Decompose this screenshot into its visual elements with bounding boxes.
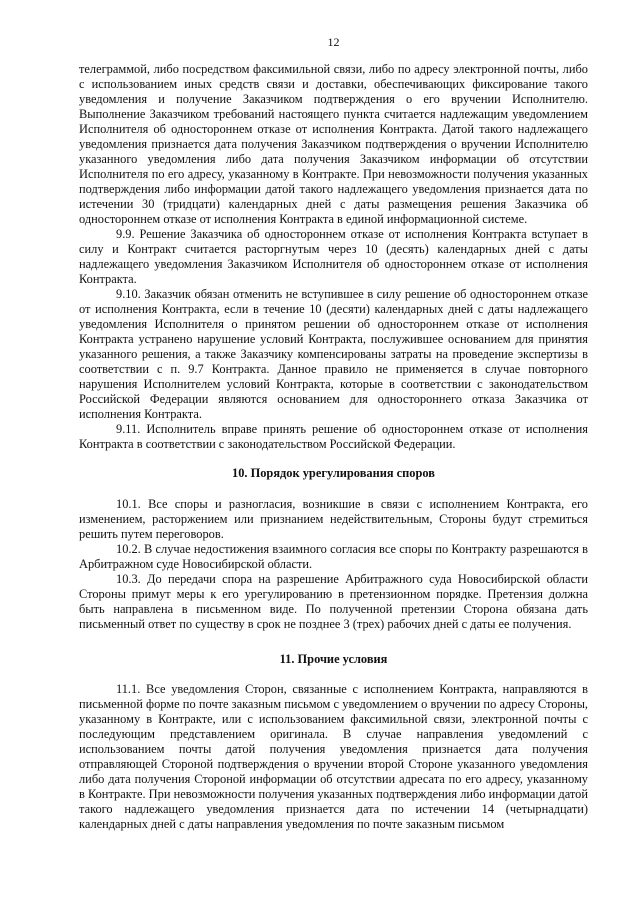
paragraph-9-9: 9.9. Решение Заказчика об одностороннем отказе от исполнения Контракта вступает в силу и Контракт считается расторгнутым через 10 (десять) календарных дней с даты надлежащего уведомления Заказчиком Исполнителя об одностороннем отказе от исполнения Контракта. — [79, 227, 588, 286]
paragraph-9-11: 9.11. Исполнитель вправе принять решение об одностороннем отказе от исполнения Контракта в соответствии с законодательством Российской Федерации. — [79, 422, 588, 451]
paragraph-10-2: 10.2. В случае недостижения взаимного согласия все споры по Контракту разрешаются в Арбитражном суде Новосибирской области. — [79, 542, 588, 571]
paragraph-10-3: 10.3. До передачи спора на разрешение Арбитражного суда Новосибирской области Стороны примут меры к его урегулированию в претензионном порядке. Претензия должна быть направлена в письменном виде. По полученной претензии Сторона обязана дать письменный ответ по существу в срок не позднее 3 (трех) рабочих дней с даты ее получения. — [79, 572, 588, 631]
paragraph-continuation: телеграммой, либо посредством факсимильной связи, либо по адресу электронной почты, либо с использованием иных средств связи и доставки, обеспечивающих фиксирование такого уведомления и получение Заказчиком подтверждения о его вручении Исполнителю. Выполнение Заказчиком требований настоящего пункта считается надлежащим уведомлением Исполнителя об одностороннем отказе от исполнения Контракта. Датой такого надлежащего уведомления признается дата получения Заказчиком подтверждения о вручении Исполнителю указанного уведомления либо дата получения Заказчиком информации об отсутствии Исполнителя по его адресу, указанному в Контракте. При невозможности получения указанных подтверждения либо информации датой такого надлежащего уведомления признается дата по истечении 30 (тридцати) календарных дней с даты размещения решения Заказчика об одностороннем отказе от исполнения Контракта в единой информационной системе. — [79, 62, 588, 226]
page-number: 12 — [327, 35, 340, 49]
section-heading-10: 10. Порядок урегулирования споров — [232, 466, 435, 480]
paragraph-11-1: 11.1. Все уведомления Сторон, связанные с исполнением Контракта, направляются в письменной форме по почте заказным письмом с уведомлением о вручении по адресу Стороны, указанному в Контракте, или с использованием факсимильной связи, электронной почты с последующим представлением оригинала. В случае направления уведомлений с использованием почты датой получения уведомления признается дата получения отправляющей Стороной подтверждения о вручении второй Стороне указанного уведомления либо дата получения Стороной информации об отсутствии адресата по его адресу, указанному в Контракте. При невозможности получения указанных подтверждения либо информации датой такого надлежащего уведомления признается дата по истечении 14 (четырнадцати) календарных дней с даты направления уведомления по почте заказным письмом — [79, 682, 588, 831]
paragraph-10-1: 10.1. Все споры и разногласия, возникшие в связи с исполнением Контракта, его изменением, расторжением или признанием недействительным, Стороны будут стремиться решить путем переговоров. — [79, 497, 588, 541]
section-heading-11: 11. Прочие условия — [279, 652, 388, 666]
paragraph-9-10: 9.10. Заказчик обязан отменить не вступившее в силу решение об одностороннем отказе от исполнения Контракта, если в течение 10 (десяти) календарных дней с даты надлежащего уведомления Исполнителя о принятом решении об одностороннем отказе от исполнения Контракта устранено нарушение условий Контракта, послужившее основанием для принятия указанного решения, а также Заказчику компенсированы затраты на проведение экспертизы в соответствии с п. 9.7 Контракта. Данное правило не применяется в случае повторного нарушения Исполнителем условий Контракта, которые в соответствии с законодательством Российской Федерации являются основанием для одностороннего отказа Заказчика от исполнения Контракта. — [79, 287, 588, 421]
document-body — [79, 62, 588, 832]
